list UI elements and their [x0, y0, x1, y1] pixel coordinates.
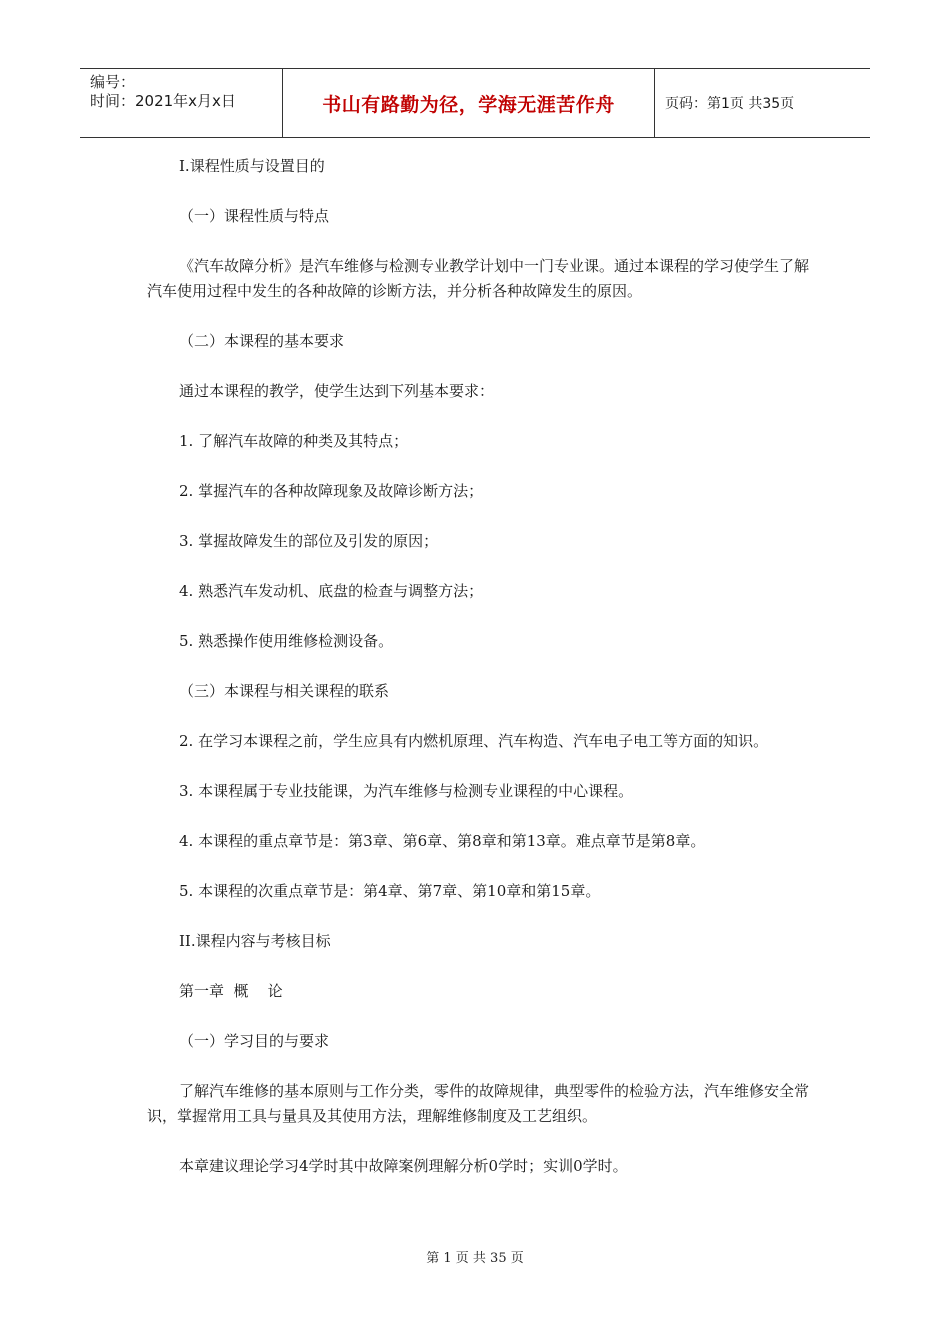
body-paragraph: 了解汽车维修的基本原则与工作分类，零件的故障规律，典型零件的检验方法，汽车维修安全常识，掌握常用工具与量具及其使用方法，理解维修制度及工艺组织。 — [147, 1082, 810, 1125]
document-body — [147, 154, 810, 1204]
list-item: 2. 掌握汽车的各种故障现象及故障诊断方法； — [179, 482, 484, 500]
document-date: 时间：2021年x月x日 — [90, 92, 236, 110]
subsection-heading: （二）本课程的基本要求 — [179, 332, 345, 350]
section-heading: II.课程内容与考核目标 — [179, 932, 331, 950]
subsection-heading: （一）学习目的与要求 — [179, 1032, 330, 1050]
document-header — [80, 68, 870, 138]
page-footer: 第 1 页 共 35 页 — [426, 1251, 524, 1266]
body-paragraph: 《汽车故障分析》是汽车维修与检测专业教学计划中一门专业课。通过本课程的学习使学生了解汽车使用过程中发生的各种故障的诊断方法，并分析各种故障发生的原因。 — [147, 257, 810, 300]
header-motto: 书山有路勤为径，学海无涯苦作舟 — [282, 69, 655, 137]
list-item: 5. 熟悉操作使用维修检测设备。 — [179, 632, 394, 650]
list-item: 5. 本课程的次重点章节是：第4章、第7章、第10章和第15章。 — [179, 882, 601, 900]
section-heading: I.课程性质与设置目的 — [179, 157, 325, 175]
header-page-info: 页码：第1页 共35页 — [665, 96, 795, 112]
header-meta — [80, 69, 282, 137]
body-paragraph: 通过本课程的教学，使学生达到下列基本要求： — [179, 382, 495, 400]
body-paragraph: 本章建议理论学习4学时其中故障案例理解分析0学时；实训0学时。 — [179, 1157, 628, 1175]
list-item: 4. 本课程的重点章节是：第3章、第6章、第8章和第13章。难点章节是第8章。 — [179, 832, 706, 850]
list-item: 3. 本课程属于专业技能课，为汽车维修与检测专业课程的中心课程。 — [179, 782, 634, 800]
subsection-heading: （三）本课程与相关课程的联系 — [179, 682, 390, 700]
list-item: 1. 了解汽车故障的种类及其特点； — [179, 432, 409, 450]
list-item: 2. 在学习本课程之前，学生应具有内燃机原理、汽车构造、汽车电子电工等方面的知识。 — [179, 732, 769, 750]
document-number-label: 编号： — [90, 73, 136, 91]
chapter-heading: 第一章 概 论 — [179, 982, 283, 1000]
list-item: 3. 掌握故障发生的部位及引发的原因； — [179, 532, 439, 550]
subsection-heading: （一）课程性质与特点 — [179, 207, 330, 225]
list-item: 4. 熟悉汽车发动机、底盘的检查与调整方法； — [179, 582, 484, 600]
